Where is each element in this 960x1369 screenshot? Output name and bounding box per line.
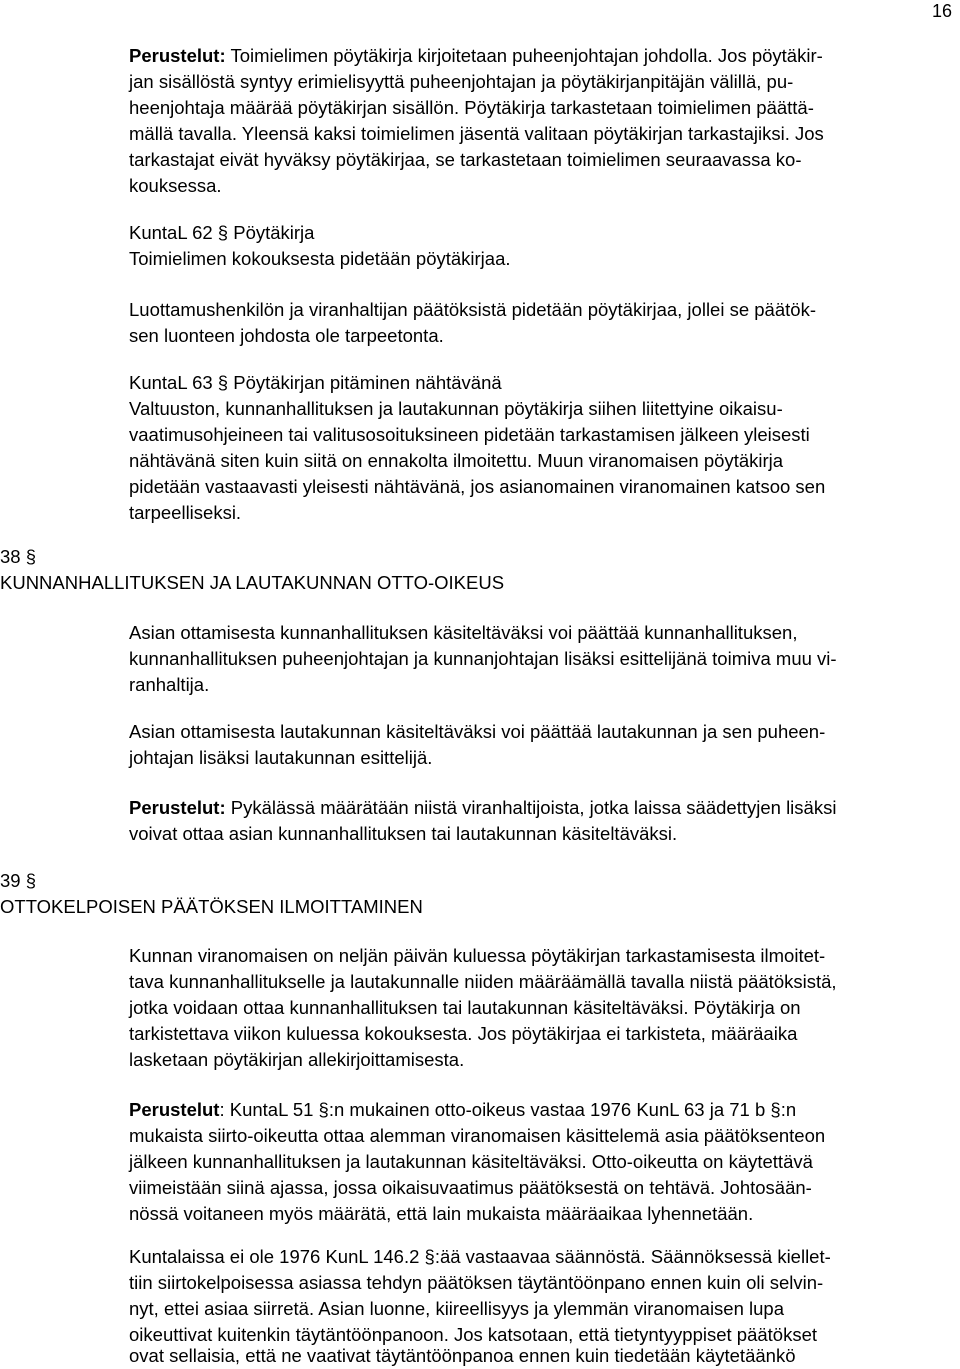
paragraph-line: johtajan lisäksi lautakunnan esittelijä. [129, 747, 433, 768]
paragraph-line: oikeuttivat kuitenkin täytäntöönpanoon. Jos katsotaan, että tietyntyyppiset päätökset [129, 1324, 818, 1345]
paragraph-line: ranhaltija. [129, 674, 210, 695]
paragraph-line: Kuntalaissa ei ole 1976 KunL 146.2 §:ää vastaavaa säännöstä. Säännöksessä kiellet- [129, 1246, 831, 1267]
paragraph-line: pidetään vastaavasti yleisesti nähtävänä, jos asianomainen viranomainen katsoo sen [129, 476, 826, 497]
paragraph-line: nössä voitaneen myös määrätä, että lain mukaista määräaikaa lyhennetään. [129, 1203, 754, 1224]
paragraph-line: tarpeelliseksi. [129, 502, 242, 523]
section-number: 38 § [0, 546, 37, 567]
paragraph-line: mukaista siirto-oikeutta ottaa alemman viranomaisen käsittelemä asia päätöksenteon [129, 1125, 826, 1146]
section-title: KUNNANHALLITUKSEN JA LAUTAKUNNAN OTTO-OIKEUS [0, 572, 505, 593]
paragraph-line: jotka voidaan ottaa kunnanhallituksen tai lautakunnan käsiteltäväksi. Pöytäkirja on [129, 997, 801, 1018]
paragraph-line [129, 1097, 796, 1123]
paragraph-line: heenjohtaja määrää pöytäkirjan sisällön. Pöytäkirja tarkastetaan toimielimen päättä- [129, 97, 814, 118]
law-reference-title: KuntaL 62 § Pöytäkirja [129, 222, 315, 243]
paragraph-text: : KuntaL 51 §:n mukainen otto-oikeus vastaa 1976 KunL 63 ja 71 b §:n [219, 1099, 797, 1120]
paragraph-line: kunnanhallituksen puheenjohtajan ja kunnanjohtajan lisäksi esittelijänä toimiva muu vi- [129, 648, 837, 669]
paragraph-line: Asian ottamisesta kunnanhallituksen käsiteltäväksi voi päättää kunnanhallituksen, [129, 622, 798, 643]
paragraph-line: Kunnan viranomaisen on neljän päivän kuluessa pöytäkirjan tarkastamisesta ilmoitet- [129, 945, 826, 966]
paragraph-line: viimeistään siinä ajassa, jossa oikaisuvaatimus päätöksestä on tehtävä. Johtosään- [129, 1177, 812, 1198]
paragraph-line: vaatimusohjeineen tai valitusosoituksineen pidetään tarkastamisen jälkeen yleisesti [129, 424, 810, 445]
paragraph-line: jan sisällöstä syntyy erimielisyyttä puheenjohtajan ja pöytäkirjanpitäjän välillä, pu- [129, 71, 794, 92]
section-number: 39 § [0, 870, 37, 891]
paragraph-line: Toimielimen kokouksesta pidetään pöytäkirjaa. [129, 248, 511, 269]
paragraph-line: Valtuuston, kunnanhallituksen ja lautakunnan pöytäkirja siihen liitettyine oikaisu- [129, 398, 783, 419]
paragraph-line [129, 43, 823, 69]
paragraph-text: Toimielimen pöytäkirja kirjoitetaan puheenjohtajan johdolla. Jos pöytäkir- [225, 45, 823, 66]
paragraph-line: tarkistettava viikon kuluessa kokouksesta. Jos pöytäkirjaa ei tarkisteta, määräaika [129, 1023, 798, 1044]
paragraph-line: lasketaan pöytäkirjan allekirjoittamisesta. [129, 1049, 465, 1070]
paragraph-line: ovat sellaisia, että ne vaativat täytäntöönpanoa ennen kuin tiedetään käytetäänkö [129, 1345, 796, 1366]
paragraph-line: sen luonteen johdosta ole tarpeetonta. [129, 325, 444, 346]
paragraph-line: tava kunnanhallitukselle ja lautakunnalle niiden määräämällä tavalla niistä päätöksistä, [129, 971, 837, 992]
perustelut-label: Perustelut: [129, 797, 226, 818]
page-number: 16 [932, 1, 953, 21]
paragraph-line: tarkastajat eivät hyväksy pöytäkirjaa, se tarkastetaan toimielimen seuraavassa ko- [129, 149, 802, 170]
paragraph-line: Luottamushenkilön ja viranhaltijan päätöksistä pidetään pöytäkirjaa, jollei se päätök- [129, 299, 816, 320]
paragraph-line: mällä tavalla. Yleensä kaksi toimielimen jäsentä valitaan pöytäkirjan tarkastajiksi. Jos [129, 123, 824, 144]
paragraph-line: jälkeen kunnanhallituksen ja lautakunnan käsiteltäväksi. Otto-oikeutta on käytettävä [129, 1151, 813, 1172]
paragraph-line: voivat ottaa asian kunnanhallituksen tai lautakunnan käsiteltäväksi. [129, 823, 678, 844]
paragraph-line: kouksessa. [129, 175, 222, 196]
paragraph-line: tiin siirtokelpoisessa asiassa tehdyn päätöksen täytäntöönpano ennen kuin oli selvin- [129, 1272, 824, 1293]
perustelut-label: Perustelut: [129, 45, 226, 66]
paragraph-text: Pykälässä määrätään niistä viranhaltijoista, jotka laissa säädettyjen lisäksi [225, 797, 837, 818]
paragraph-line [129, 795, 836, 821]
section-title: OTTOKELPOISEN PÄÄTÖKSEN ILMOITTAMINEN [0, 896, 423, 917]
paragraph-line: nyt, ettei asiaa siirretä. Asian luonne, kiireellisyys ja ylemmän viranomaisen lupa [129, 1298, 784, 1319]
law-reference-title: KuntaL 63 § Pöytäkirjan pitäminen nähtävänä [129, 372, 502, 393]
perustelut-label: Perustelut [129, 1099, 220, 1120]
paragraph-line: nähtävänä siten kuin siitä on ennakolta ilmoitettu. Muun viranomaisen pöytäkirja [129, 450, 784, 471]
paragraph-line: Asian ottamisesta lautakunnan käsiteltäväksi voi päättää lautakunnan ja sen puheen- [129, 721, 826, 742]
